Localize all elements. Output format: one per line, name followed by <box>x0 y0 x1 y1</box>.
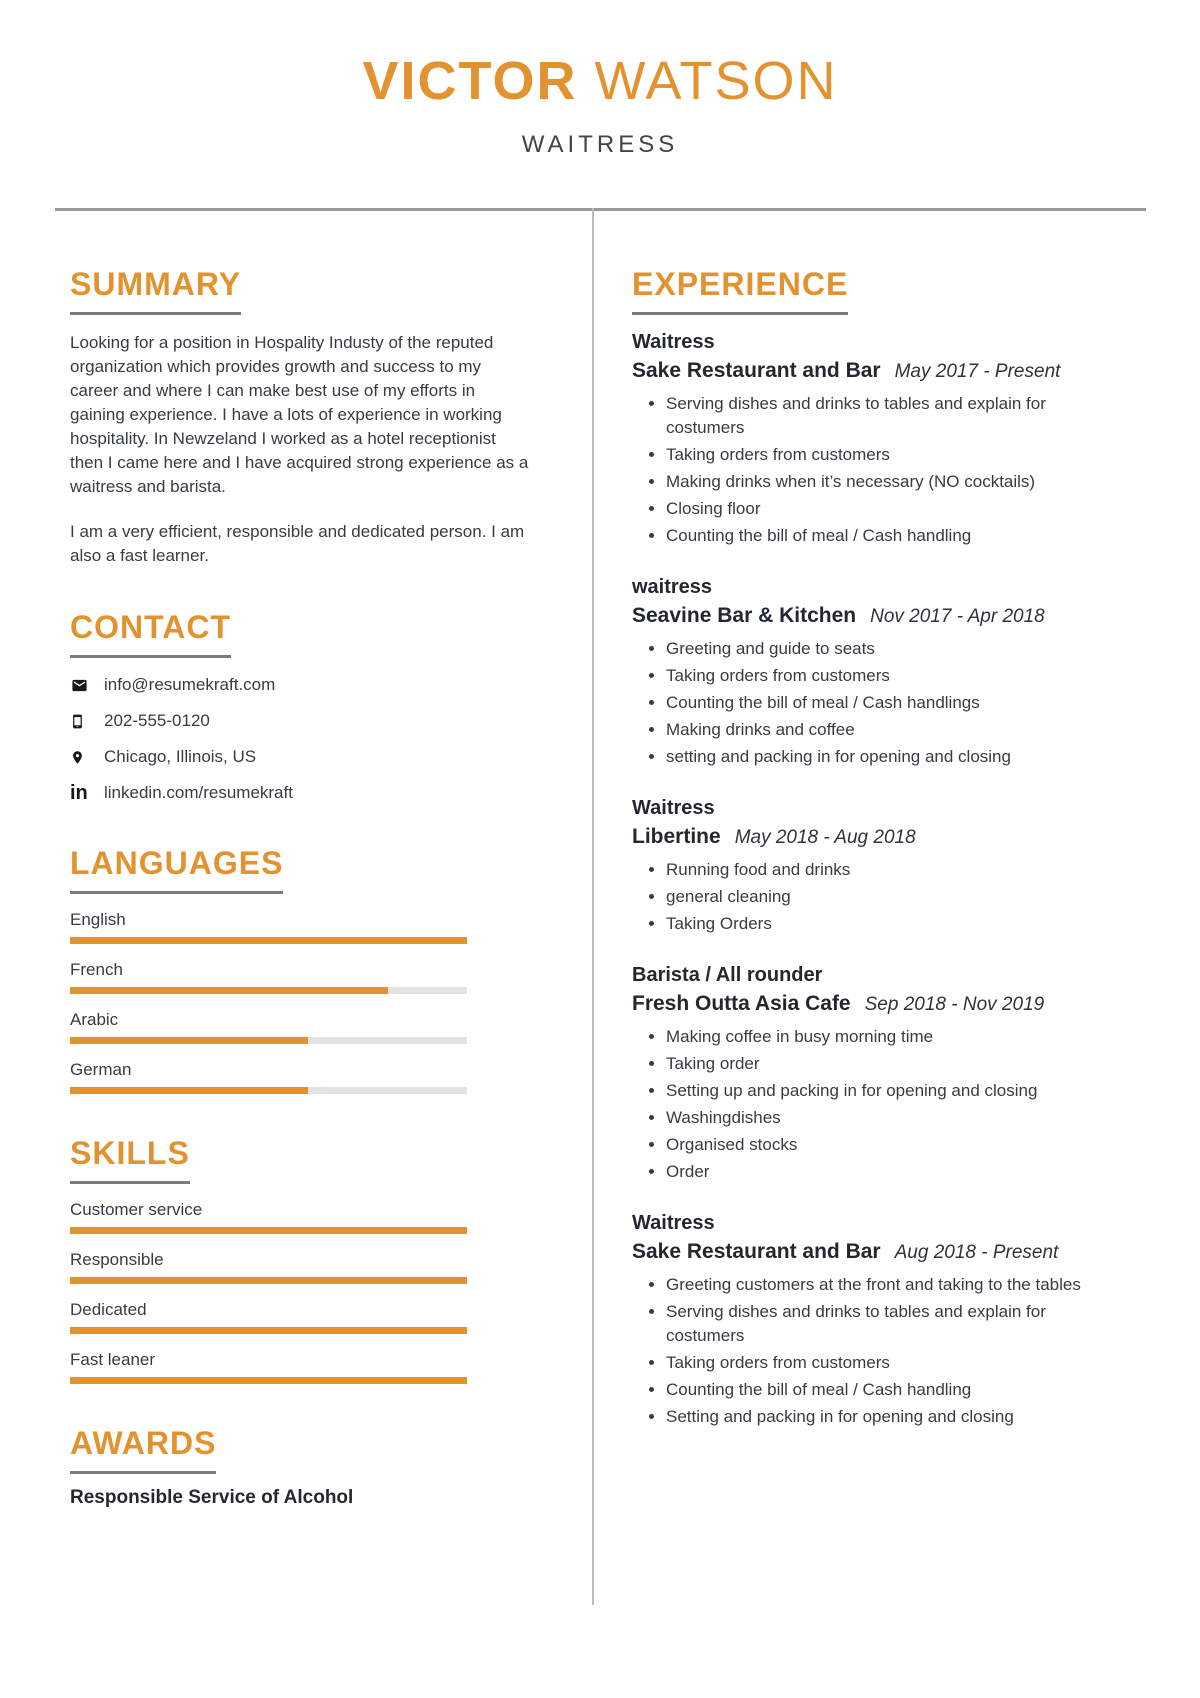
location-icon <box>70 748 92 767</box>
meter-label: French <box>70 960 123 979</box>
experience-job <box>632 329 1102 548</box>
job-title: waitress <box>632 576 713 598</box>
job-bullet: • Setting up and packing in for opening and closing <box>666 1079 1102 1103</box>
job-bullet-list <box>632 637 1102 769</box>
experience-job <box>632 574 1102 769</box>
awards-section <box>70 1424 532 1510</box>
meter-fill <box>70 1327 467 1334</box>
jobs-list <box>632 329 1102 1429</box>
meter-fill <box>70 1227 467 1234</box>
meter-label: Dedicated <box>70 1300 147 1319</box>
job-bullet-list <box>632 392 1102 548</box>
skill-meter <box>70 1199 467 1234</box>
skill-meter <box>70 1349 467 1384</box>
meter-label: Customer service <box>70 1200 203 1219</box>
job-company: Sake Restaurant and Bar <box>632 359 881 382</box>
job-bullet: • Making drinks and coffee <box>666 718 1102 742</box>
meter-label: English <box>70 910 126 929</box>
job-bullet: • general cleaning <box>666 885 1102 909</box>
meter-track <box>70 1087 467 1094</box>
contact-text: linkedin.com/resumekraft <box>104 783 293 802</box>
job-bullet-list <box>632 1273 1102 1429</box>
job-bullet: • Organised stocks <box>666 1133 1102 1157</box>
meter-track <box>70 937 467 944</box>
meter-fill <box>70 1087 308 1094</box>
job-bullet: • Closing floor <box>666 497 1102 521</box>
job-bullet: • Taking Orders <box>666 912 1102 936</box>
meter-label: Responsible <box>70 1250 164 1269</box>
linkedin-icon: in <box>70 782 88 804</box>
skill-meter <box>70 909 467 944</box>
job-title: Waitress <box>632 1212 715 1234</box>
first-name: VICTOR <box>362 51 578 111</box>
resume-body <box>0 211 1200 1510</box>
resume-header <box>0 0 1200 160</box>
job-subline <box>632 990 1102 1017</box>
meter-fill <box>70 987 388 994</box>
job-dates: Aug 2018 - Present <box>894 1242 1059 1263</box>
contact-heading: CONTACT <box>70 608 231 658</box>
job-bullet: • Setting and packing in for opening and closing <box>666 1405 1102 1429</box>
job-bullet: • Greeting customers at the front and taking to the tables <box>666 1273 1102 1297</box>
job-bullet: • Running food and drinks <box>666 858 1102 882</box>
meter-track <box>70 1227 467 1234</box>
job-bullet: • Counting the bill of meal / Cash handlings <box>666 691 1102 715</box>
job-bullet: • Counting the bill of meal / Cash handling <box>666 1378 1102 1402</box>
job-company: Libertine <box>632 825 721 848</box>
job-title: Waitress <box>632 797 715 819</box>
job-subline <box>632 823 1102 850</box>
experience-section <box>632 265 1102 1429</box>
meter-track <box>70 1327 467 1334</box>
job-bullet: • Taking order <box>666 1052 1102 1076</box>
skills-heading: SKILLS <box>70 1134 190 1184</box>
skills-list <box>70 1199 467 1384</box>
awards-list <box>70 1486 532 1510</box>
contact-list <box>70 674 532 804</box>
job-bullet: • Taking orders from customers <box>666 1351 1102 1375</box>
contact-item <box>70 782 532 804</box>
job-title-subtitle: WAITRESS <box>521 131 679 158</box>
job-dates: Sep 2018 - Nov 2019 <box>864 994 1045 1015</box>
experience-heading: EXPERIENCE <box>632 265 848 315</box>
job-bullet: • setting and packing in for opening and closing <box>666 745 1102 769</box>
job-dates: Nov 2017 - Apr 2018 <box>870 606 1045 627</box>
meter-track <box>70 1377 467 1384</box>
languages-heading: LANGUAGES <box>70 844 283 894</box>
meter-label: Arabic <box>70 1010 119 1029</box>
meter-fill <box>70 1037 308 1044</box>
job-subline <box>632 1238 1102 1265</box>
contact-section <box>70 608 532 804</box>
job-bullet-list <box>632 858 1102 936</box>
job-bullet-list <box>632 1025 1102 1184</box>
job-dates: May 2018 - Aug 2018 <box>734 827 916 848</box>
skill-meter <box>70 959 467 994</box>
contact-item <box>70 746 532 768</box>
candidate-name <box>0 50 1200 112</box>
contact-text: info@resumekraft.com <box>104 675 276 694</box>
meter-track <box>70 1277 467 1284</box>
experience-job <box>632 962 1102 1184</box>
column-divider <box>592 208 594 1605</box>
job-bullet: • Taking orders from customers <box>666 443 1102 467</box>
experience-job <box>632 795 1102 936</box>
skill-meter <box>70 1299 467 1334</box>
summary-paragraph: Looking for a position in Hospality Industy of the reputed organization which provides growth and success to my career and where I can make best use of my efforts in gaining experience. I have a lots of experience in working hospitality. In Newzeland I worked as a hotel receptionist then I came here and I have acquired strong experience as a waitress and barista. <box>70 333 529 496</box>
job-bullet: • Making coffee in busy morning time <box>666 1025 1102 1049</box>
summary-paragraph: I am a very efficient, responsible and dedicated person. I am also a fast learner. <box>70 522 525 565</box>
job-bullet: • Order <box>666 1160 1102 1184</box>
job-company: Fresh Outta Asia Cafe <box>632 992 851 1015</box>
job-subline <box>632 602 1102 629</box>
job-bullet: • Making drinks when it’s necessary (NO cocktails) <box>666 470 1102 494</box>
job-bullet: • Greeting and guide to seats <box>666 637 1102 661</box>
phone-icon <box>70 712 92 731</box>
contact-item <box>70 674 532 696</box>
skill-meter <box>70 1009 467 1044</box>
last-name: WATSON <box>594 51 838 111</box>
skill-meter <box>70 1059 467 1094</box>
job-bullet: • Washingdishes <box>666 1106 1102 1130</box>
right-column <box>632 265 1102 1429</box>
job-bullet: • Serving dishes and drinks to tables and explain for costumers <box>666 1300 1102 1348</box>
meter-label: German <box>70 1060 132 1079</box>
summary-heading: SUMMARY <box>70 265 241 315</box>
email-icon <box>70 677 92 694</box>
languages-section <box>70 844 532 1094</box>
job-subline <box>632 357 1102 384</box>
contact-text: Chicago, Illinois, US <box>104 747 257 766</box>
job-bullet: • Taking orders from customers <box>666 664 1102 688</box>
job-bullet: • Serving dishes and drinks to tables and explain for costumers <box>666 392 1102 440</box>
meter-fill <box>70 937 467 944</box>
job-title: Waitress <box>632 331 715 353</box>
summary-section <box>70 265 532 568</box>
award-item: Responsible Service of Alcohol <box>70 1487 354 1508</box>
job-dates: May 2017 - Present <box>894 361 1061 382</box>
contact-item <box>70 710 532 732</box>
meter-track <box>70 987 467 994</box>
left-column <box>70 265 532 1510</box>
awards-heading: AWARDS <box>70 1424 216 1474</box>
job-title: Barista / All rounder <box>632 964 823 986</box>
meter-track <box>70 1037 467 1044</box>
job-company: Seavine Bar & Kitchen <box>632 604 857 627</box>
job-bullet: • Counting the bill of meal / Cash handling <box>666 524 1102 548</box>
experience-job <box>632 1210 1102 1429</box>
skills-section <box>70 1134 532 1384</box>
meter-fill <box>70 1377 467 1384</box>
meter-label: Fast leaner <box>70 1350 156 1369</box>
meter-fill <box>70 1277 467 1284</box>
job-company: Sake Restaurant and Bar <box>632 1240 881 1263</box>
contact-text: 202-555-0120 <box>104 711 210 730</box>
skill-meter <box>70 1249 467 1284</box>
languages-list <box>70 909 467 1094</box>
